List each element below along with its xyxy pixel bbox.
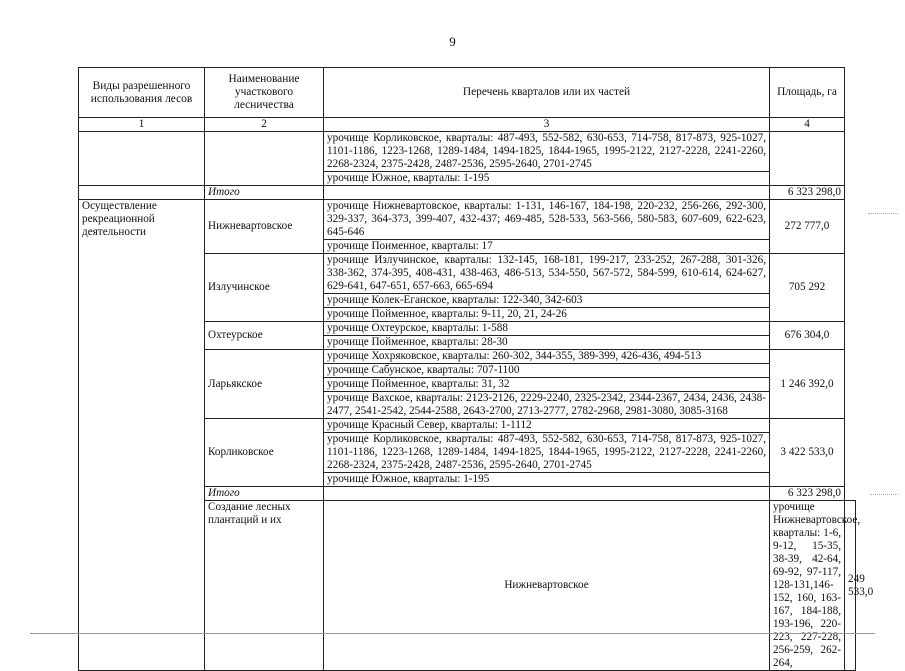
quarters-cell: урочище Пойменное, кварталы: 28-30 [324, 336, 770, 350]
use-type-cell-empty [79, 132, 205, 186]
quarters-cell: урочище Излучинское, кварталы: 132-145, 168-181, 199-217, 233-252, 267-288, 301-326, 338-362, 374-395, 408-431, 438-463, 486-513, 534-550, 567-572, 584-599, 610-614, 624-627, 629-641, 647-651, 657-663, 665-694 [324, 254, 770, 294]
forestry-cell-empty [205, 132, 324, 186]
quarters-cell: урочище Хохряковское, кварталы: 260-302, 344-355, 389-399, 426-436, 494-513 [324, 350, 770, 364]
table-header-row [79, 68, 856, 118]
header-quarters: Перечень кварталов или их частей [324, 68, 770, 118]
total-label: Итого [205, 487, 324, 501]
forestry-izluchinskoe: Излучинское [205, 254, 324, 322]
scan-artifact [870, 494, 898, 496]
quarters-cell: урочище Охтеурское, кварталы: 1-588 [324, 322, 770, 336]
column-number-row [79, 118, 856, 132]
total-row [79, 186, 856, 200]
forestry-okhteurskoe: Охтеурское [205, 322, 324, 350]
quarters-cell-empty [324, 487, 770, 501]
area-cell-empty [770, 132, 845, 186]
column-number: 1 [79, 118, 205, 132]
use-type-recreation: Осуществление рекреационной деятельности [79, 200, 205, 671]
area-laryakskoe: 1 246 392,0 [770, 350, 845, 419]
column-number: 2 [205, 118, 324, 132]
quarters-cell: урочище Сабунское, кварталы: 707-1100 [324, 364, 770, 378]
scan-artifact [868, 213, 898, 215]
header-use-type: Виды разрешенного использования лесов [79, 68, 205, 118]
quarters-cell: урочище Южное, кварталы: 1-195 [324, 172, 770, 186]
quarters-cell: урочище Вахское, кварталы: 2123-2126, 2229-2240, 2325-2342, 2344-2367, 2434, 2436, 2438-2477, 2541-2542, 2544-2588, 2643-2700, 2713-2777, 2782-2968, 2981-3080, 3085-3168 [324, 392, 770, 419]
quarters-cell: урочище Красный Север, кварталы: 1-1112 [324, 419, 770, 433]
quarters-cell-empty [324, 186, 770, 200]
quarters-cell: урочище Пойменное, кварталы: 9-11, 20, 21, 24-26 [324, 308, 770, 322]
forestry-nizhnevartovskoe: Нижневартовское [205, 200, 324, 254]
area-korlikovskoe: 3 422 533,0 [770, 419, 845, 487]
quarters-cell: урочище Нижневартовское, кварталы: 1-6, 9-12, 15-35, 38-39, 42-64, 69-92, 97-117, 128-131,146-152, 160, 163-167, 184-188, 193-196, 220-223, 227-228, 256-259, 262-264, [770, 501, 845, 671]
quarters-cell: урочище Пойменное, кварталы: 31, 32 [324, 378, 770, 392]
table-row [79, 200, 856, 240]
quarters-cell: урочище Корликовское, кварталы: 487-493, 552-582, 630-653, 714-758, 817-873, 925-1027, 1101-1186, 1223-1268, 1289-1484, 1494-1825, 1844-1965, 1995-2122, 2127-2228, 2241-2260, 2268-2324, 2375-2428, 2487-2536, 2595-2640, 2701-2745 [324, 433, 770, 473]
column-number: 3 [324, 118, 770, 132]
use-type-plantations: Создание лесных плантаций и их [205, 501, 324, 671]
quarters-cell: урочище Корликовское, кварталы: 487-493, 552-582, 630-653, 714-758, 817-873, 925-1027, 1101-1186, 1223-1268, 1289-1484, 1494-1825, 1844-1965, 1995-2122, 2127-2228, 2241-2260, 2268-2324, 2375-2428, 2487-2536, 2595-2640, 2701-2745 [324, 132, 770, 172]
total-value: 6 323 298,0 [770, 487, 845, 501]
area-izluchinskoe: 705 292 [770, 254, 845, 322]
table-row [79, 132, 856, 172]
quarters-cell: урочище Поименное, кварталы: 17 [324, 240, 770, 254]
page-number: 9 [449, 34, 456, 49]
header-area: Площадь, га [770, 68, 845, 118]
quarters-cell: урочище Южное, кварталы: 1-195 [324, 473, 770, 487]
use-type-cell-empty [79, 186, 205, 200]
forestry-korlikovskoe: Корликовское [205, 419, 324, 487]
page-bottom-edge [30, 633, 875, 634]
area-nizhnevartovskoe: 272 777,0 [770, 200, 845, 254]
total-value: 6 323 298,0 [770, 186, 845, 200]
total-label: Итого [205, 186, 324, 200]
area-okhteurskoe: 676 304,0 [770, 322, 845, 350]
quarters-cell: урочище Колек-Еганское, кварталы: 122-340, 342-603 [324, 294, 770, 308]
column-number: 4 [770, 118, 845, 132]
header-forestry: Наименование участкового лесничества [205, 68, 324, 118]
forest-use-table [78, 67, 874, 671]
forestry-nizhnevartovskoe: Нижневартовское [324, 501, 770, 671]
quarters-cell: урочище Нижневартовское, кварталы: 1-131, 146-167, 184-198, 220-232, 256-266, 292-300, 329-337, 364-373, 399-407, 432-437; 469-485, 528-533, 563-566, 580-583, 607-609, 622-623, 645-646 [324, 200, 770, 240]
area-plantations: 249 533,0 [845, 501, 856, 671]
forestry-laryakskoe: Ларьякское [205, 350, 324, 419]
